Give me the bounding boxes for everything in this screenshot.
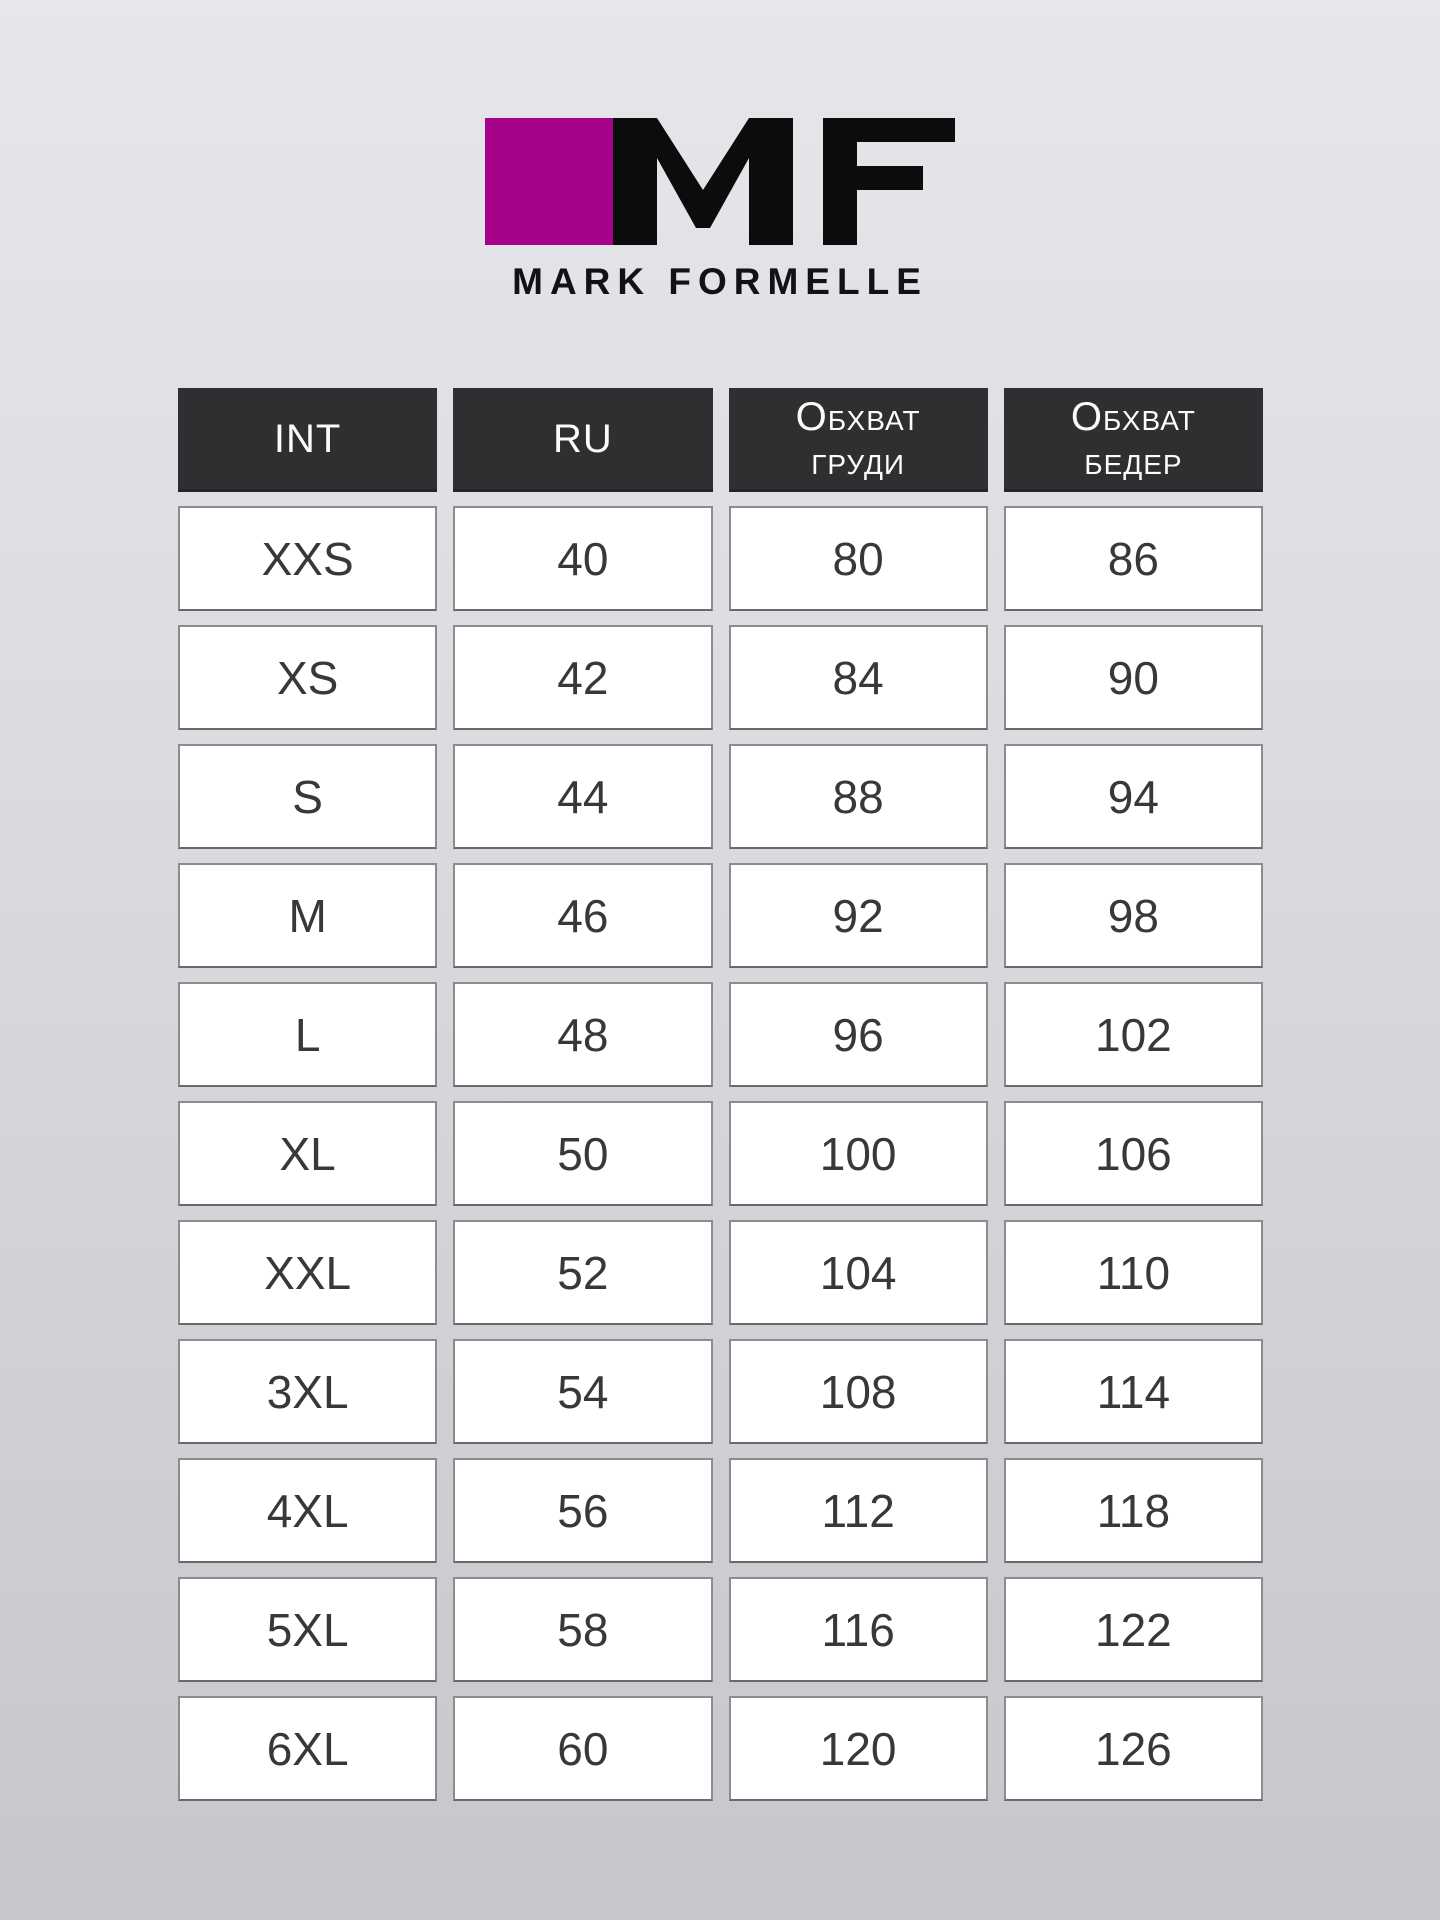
size-label-cell: L [178,982,437,1087]
size-value-cell: 88 [729,744,988,849]
size-label-cell: 4XL [178,1458,437,1563]
column-header: RU [453,388,712,492]
size-value-cell: 52 [453,1220,712,1325]
logo-row [485,118,955,245]
size-value-cell: 54 [453,1339,712,1444]
size-value-cell: 110 [1004,1220,1263,1325]
size-value-cell: 46 [453,863,712,968]
size-value-cell: 60 [453,1696,712,1801]
size-value-cell: 126 [1004,1696,1263,1801]
size-value-cell: 92 [729,863,988,968]
size-value-cell: 106 [1004,1101,1263,1206]
size-value-cell: 84 [729,625,988,730]
size-label-cell: M [178,863,437,968]
size-value-cell: 114 [1004,1339,1263,1444]
size-value-cell: 90 [1004,625,1263,730]
column-header: Обхват бедер [1004,388,1263,492]
size-label-cell: XXL [178,1220,437,1325]
size-value-cell: 112 [729,1458,988,1563]
size-value-cell: 96 [729,982,988,1087]
size-value-cell: 48 [453,982,712,1087]
size-value-cell: 100 [729,1101,988,1206]
size-value-cell: 118 [1004,1458,1263,1563]
size-value-cell: 108 [729,1339,988,1444]
size-label-cell: 5XL [178,1577,437,1682]
size-label-cell: 3XL [178,1339,437,1444]
brand-logo [0,118,1440,303]
size-label-cell: XXS [178,506,437,611]
size-label-cell: S [178,744,437,849]
size-value-cell: 40 [453,506,712,611]
column-header: Обхват груди [729,388,988,492]
mf-monogram-icon [613,118,955,245]
size-value-cell: 104 [729,1220,988,1325]
size-value-cell: 44 [453,744,712,849]
size-value-cell: 102 [1004,982,1263,1087]
column-header: INT [178,388,437,492]
size-label-cell: XL [178,1101,437,1206]
size-value-cell: 56 [453,1458,712,1563]
size-value-cell: 116 [729,1577,988,1682]
logo-square [485,118,613,245]
size-value-cell: 86 [1004,506,1263,611]
size-value-cell: 94 [1004,744,1263,849]
size-value-cell: 42 [453,625,712,730]
size-value-cell: 120 [729,1696,988,1801]
size-label-cell: 6XL [178,1696,437,1801]
size-value-cell: 122 [1004,1577,1263,1682]
size-label-cell: XS [178,625,437,730]
brand-name: MARK FORMELLE [512,261,928,302]
size-value-cell: 98 [1004,863,1263,968]
size-value-cell: 58 [453,1577,712,1682]
size-value-cell: 50 [453,1101,712,1206]
size-table [178,388,1263,1801]
size-value-cell: 80 [729,506,988,611]
